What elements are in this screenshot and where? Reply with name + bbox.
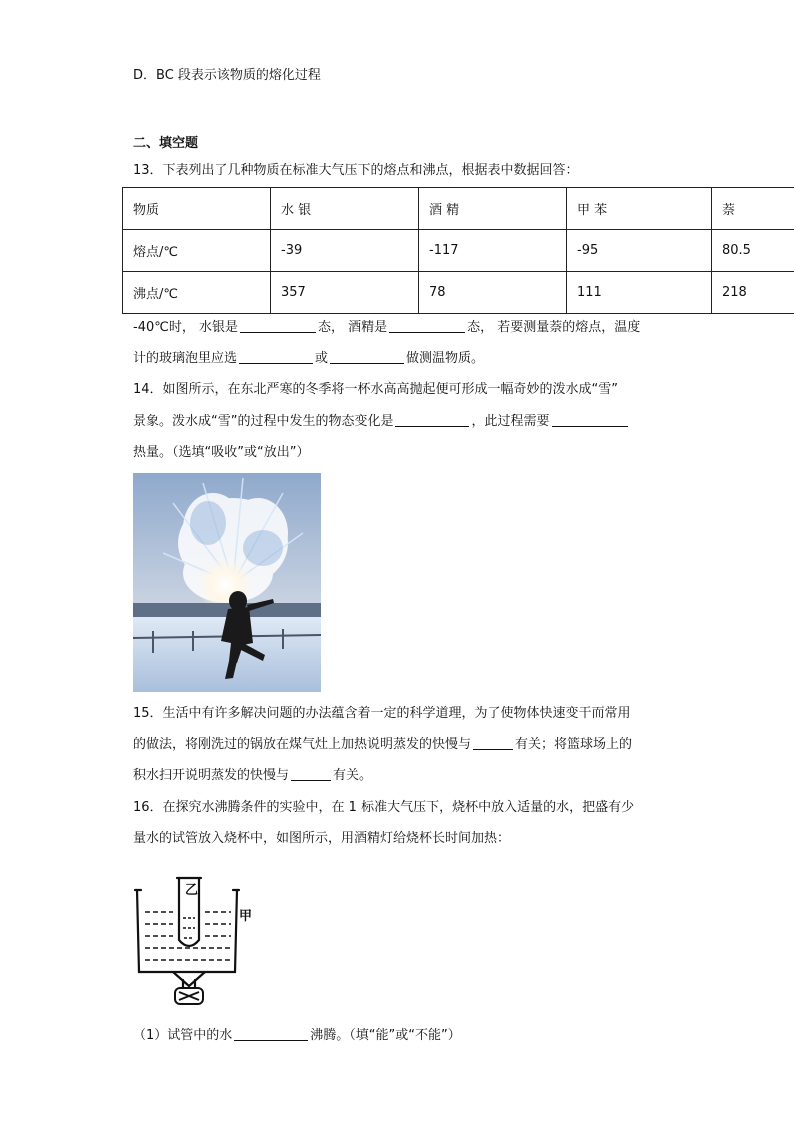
- q15-text-b: 有关；将篮球场上的: [515, 737, 633, 752]
- q15-line1: 15．生活中有许多解决问题的办法蕴含着一定的科学道理，为了使物体快速变干而常用: [133, 706, 631, 721]
- section-title: 二、填空题: [133, 136, 199, 151]
- table-cell: -39: [271, 230, 419, 272]
- answer-blank[interactable]: [291, 766, 331, 781]
- answer-blank[interactable]: [473, 735, 513, 750]
- table-cell: 111: [567, 272, 712, 314]
- table-cell: 熔点/℃: [123, 230, 271, 272]
- q15-line3: [133, 766, 372, 786]
- answer-blank[interactable]: [389, 318, 465, 333]
- splash-snow-illustration: [133, 473, 321, 692]
- q14-line3: 热量。（选填“吸收”或“放出”）: [133, 445, 310, 460]
- table-row: [123, 230, 794, 272]
- q13-text-c: 态， 若要测量萘的熔点，温度: [467, 320, 641, 335]
- q13-line1: [133, 318, 640, 338]
- table-cell: 水 银: [271, 188, 419, 230]
- q15-text-d: 有关。: [333, 768, 373, 783]
- q13-text-e: 或: [315, 351, 329, 366]
- splash-snow-photo: [133, 473, 321, 692]
- q14-text-a: 景象。泼水成“雪”的过程中发生的物态变化是: [133, 414, 394, 429]
- q16-text-b: 沸腾。（填“能”或“不能”）: [310, 1028, 461, 1043]
- q15-text-a: 的做法，将刚洗过的锅放在煤气灶上加热说明蒸发的快慢与: [133, 737, 472, 752]
- table-cell: 酒 精: [419, 188, 567, 230]
- table-cell: 218: [712, 272, 794, 314]
- answer-blank[interactable]: [552, 412, 628, 427]
- boiling-apparatus-diagram: [133, 868, 263, 1008]
- tube-label: 乙: [185, 883, 199, 898]
- q14-text-b: ，此过程需要: [471, 414, 550, 429]
- table-cell: 物质: [123, 188, 271, 230]
- q16-line1: 16．在探究水沸腾条件的实验中，在 1 标准大气压下，烧杯中放入适量的水，把盛有少: [133, 800, 635, 815]
- answer-blank[interactable]: [234, 1026, 308, 1041]
- q15-text-c: 积水扫开说明蒸发的快慢与: [133, 768, 290, 783]
- q13-text-f: 做测温物质。: [406, 351, 485, 366]
- answer-blank[interactable]: [330, 349, 404, 364]
- q16-sub1: [133, 1026, 461, 1046]
- q13-text-a: -40℃时， 水银是: [133, 320, 238, 335]
- option-d: D．BC 段表示该物质的熔化过程: [133, 68, 321, 83]
- table-cell: 78: [419, 272, 567, 314]
- table-row: [123, 188, 794, 230]
- answer-blank[interactable]: [239, 349, 313, 364]
- table-cell: 甲 苯: [567, 188, 712, 230]
- answer-blank[interactable]: [240, 318, 316, 333]
- table-cell: -95: [567, 230, 712, 272]
- q13-line2: [133, 349, 484, 369]
- q14-line1: 14．如图所示，在东北严寒的冬季将一杯水高高抛起便可形成一幅奇妙的泼水成“雪”: [133, 382, 619, 397]
- q16-text-a: （1）试管中的水: [133, 1028, 233, 1043]
- beaker-test-tube-sketch: [133, 868, 263, 1008]
- q13-text-d: 计的玻璃泡里应选: [133, 351, 238, 366]
- melting-boiling-table: [122, 187, 794, 314]
- q13-text-b: 态， 酒精是: [317, 320, 388, 335]
- table-row: [123, 272, 794, 314]
- answer-blank[interactable]: [395, 412, 469, 427]
- table-cell: 萘: [712, 188, 794, 230]
- beaker-label: 甲: [239, 909, 253, 924]
- q15-line2: [133, 735, 632, 755]
- table-cell: 357: [271, 272, 419, 314]
- table-cell: 沸点/℃: [123, 272, 271, 314]
- q14-line2: [133, 412, 630, 432]
- q13-stem: 13．下表列出了几种物质在标准大气压下的熔点和沸点，根据表中数据回答：: [133, 163, 579, 178]
- table-cell: -117: [419, 230, 567, 272]
- q16-line2: 量水的试管放入烧杯中，如图所示，用酒精灯给烧杯长时间加热：: [133, 831, 511, 846]
- table-cell: 80.5: [712, 230, 794, 272]
